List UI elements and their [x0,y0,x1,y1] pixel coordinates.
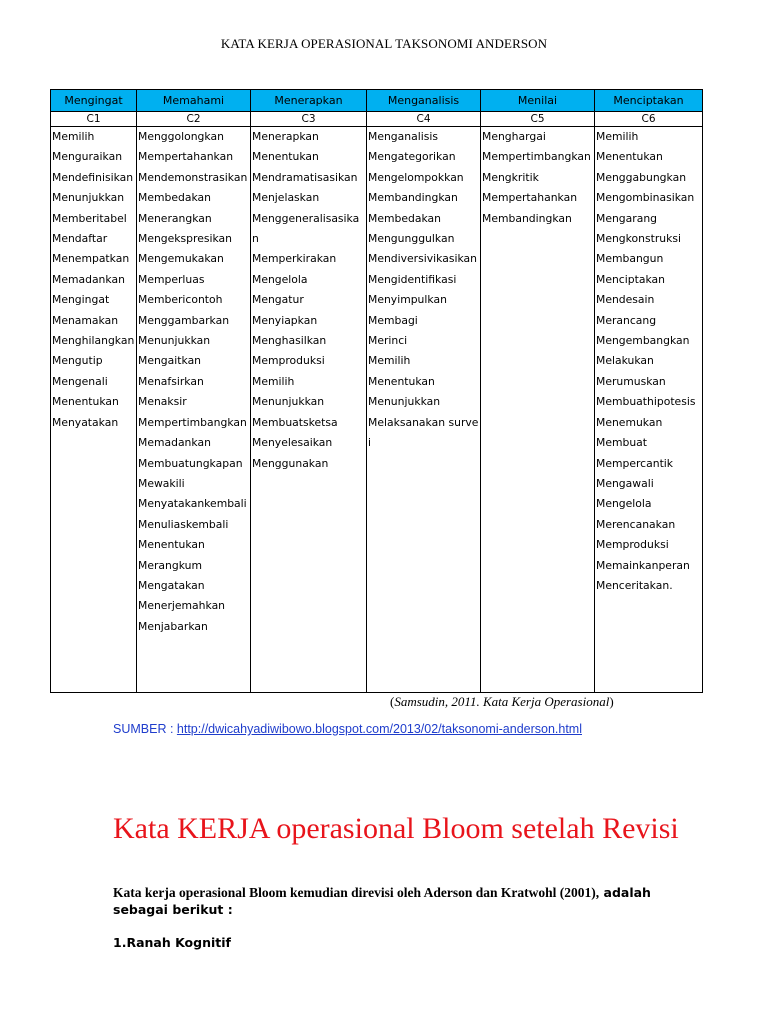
level-code-c1: C1 [51,112,137,127]
verb-item: Menghasilkan [252,334,327,348]
verb-item: Mempertimbangkan [482,150,591,164]
verb-item: Menjabarkan [138,619,208,633]
level-code-c5: C5 [481,112,595,127]
headline: Kata KERJA operasional Bloom setelah Revisi [113,812,679,845]
verb-item: Mengembangkan [596,334,690,348]
header-row [51,90,703,112]
verb-item: Menamakan [52,313,119,327]
level-code-c3: C3 [251,112,367,127]
verb-item: Menghilangkan [52,334,135,348]
intro-text-part1: Kata kerja operasional Bloom kemudian direvisi oleh Aderson dan Kratwohl (2001), [113,885,600,900]
verb-item: Membericontoh [138,293,223,307]
verb-item: Memberitabel [52,211,127,225]
verb-item: Mengaitkan [138,354,202,368]
word-list-c5 [481,127,595,693]
column-header-c1: Mengingat [51,90,137,112]
verb-item: Mendramatisasikan [252,170,358,184]
verb-item: Membagi [368,313,418,327]
verb-item: Mengategorikan [368,150,456,164]
word-list-c6 [595,127,703,693]
source-line [113,722,582,736]
verb-item: Menentukan [252,150,319,164]
source-label: SUMBER : [113,722,177,736]
verb-item: Mengelola [596,497,652,511]
verb-item: Menyatakankembali [138,497,247,511]
column-header-c6: Menciptakan [595,90,703,112]
word-list-c3 [251,127,367,693]
verb-item: Membedakan [368,211,441,225]
verb-item: Mengarang [596,211,658,225]
intro-paragraph [113,884,673,918]
verb-item: Menempatkan [52,252,130,266]
verb-item: Menggambarkan [138,313,230,327]
verb-item: Menyatakan [52,415,119,429]
verb-item: Menggunakan [252,456,329,470]
verb-item: Mendaftar [52,232,108,246]
verb-item: Memadankan [52,272,125,286]
verb-item: Mengkonstruksi [596,232,681,246]
verb-item: Menceritakan. [596,578,673,592]
verb-item: Mengutip [52,354,103,368]
verb-item: Membuatsketsa [252,415,338,429]
verb-item: Mengelola [252,272,308,286]
verb-item: Menerangkan [138,211,212,225]
verb-item: Mengemukakan [138,252,224,266]
verb-item: Mengunggulkan [368,232,455,246]
verb-item: Menemukan [596,415,663,429]
intro-text-part2: adalah sebagai berikut : [113,885,651,917]
verb-item: Menjelaskan [252,191,320,205]
verb-item: Menentukan [52,395,119,409]
verb-item: Membuatungkapan [138,456,243,470]
verb-item: Mempercantik [596,456,674,470]
verb-item: Menuliaskembali [138,517,229,531]
verb-item: Memilih [52,130,95,143]
verb-item: Mempertimbangkan [138,415,247,429]
verb-item: Menyimpulkan [368,293,447,307]
verb-item: Membedakan [138,191,211,205]
source-link[interactable]: http://dwicahyadiwibowo.blogspot.com/2013/02/taksonomi-anderson.html [176,722,582,736]
verb-item: Menghargai [482,130,546,143]
verb-item: Melakukan [596,354,654,368]
verb-item: Merencanakan [596,517,676,531]
verb-item: Melaksanakan survei [368,415,479,450]
verb-item: Menentukan [368,374,435,388]
verb-item: Membuat [596,436,648,450]
verb-item: Membandingkan [482,211,572,225]
level-code-c2: C2 [137,112,251,127]
verb-item: Menentukan [138,538,205,552]
section-subheading: 1.Ranah Kognitif [113,935,231,950]
verb-item: Merumuskan [596,374,666,388]
verb-item: Menaksir [138,395,187,409]
verb-item: Merangkum [138,558,202,572]
verb-item: Mewakili [138,476,185,490]
word-list-c1 [51,127,137,693]
verb-item: Memperkirakan [252,252,337,266]
verb-item: Menganalisis [368,130,438,143]
verb-item: Mengidentifikasi [368,272,457,286]
verb-item: Menentukan [596,150,663,164]
verb-item: Menunjukkan [252,395,325,409]
verb-item: Menunjukkan [52,191,125,205]
verb-item: Menyelesaikan [252,436,333,450]
verb-item: Membangun [596,252,664,266]
verb-item: Memperluas [138,272,205,286]
verb-item: Mendemonstrasikan [138,170,248,184]
word-list-c4 [367,127,481,693]
citation-text: Samsudin, 2011. Kata Kerja Operasional [394,694,610,709]
page-title: KATA KERJA OPERASIONAL TAKSONOMI ANDERSON [220,36,548,51]
verb-item: Menggeneralisasikan [252,211,360,246]
verb-item: Mengombinasikan [596,191,695,205]
column-header-c4: Menganalisis [367,90,481,112]
column-header-c3: Menerapkan [251,90,367,112]
verb-item: Mengatur [252,293,304,307]
verb-item: Memilih [368,354,411,368]
verb-item: Mengekspresikan [138,232,233,246]
level-code-c4: C4 [367,112,481,127]
verb-item: Memilih [252,374,295,388]
citation [390,694,614,710]
verb-item: Mengawali [596,476,654,490]
verb-item: Menyiapkan [252,313,318,327]
verb-item: Merancang [596,313,657,327]
level-code-c6: C6 [595,112,703,127]
verb-item: Menggolongkan [138,130,224,143]
column-header-c2: Memahami [137,90,251,112]
verb-item: Merinci [368,334,408,348]
verb-item: Memadankan [138,436,211,450]
verb-item: Menerjemahkan [138,599,226,613]
verb-item: Menggabungkan [596,170,687,184]
verb-item: Membuathipotesis [596,395,696,409]
verb-item: Mengenali [52,374,108,388]
column-header-c5: Menilai [481,90,595,112]
verb-item: Mendesain [596,293,655,307]
verb-item: Menunjukkan [138,334,211,348]
verb-item: Menerapkan [252,130,319,143]
verb-item: Mempertahankan [138,150,234,164]
verb-item: Membandingkan [368,191,458,205]
verb-item: Menunjukkan [368,395,441,409]
word-list-c2 [137,127,251,693]
verb-item: Mempertahankan [482,191,578,205]
verb-item: Mengatakan [138,578,205,592]
verb-item: Menafsirkan [138,374,204,388]
verb-item: Memproduksi [596,538,669,552]
verb-item: Mengelompokkan [368,170,464,184]
code-row [51,112,703,127]
citation-open: ( [390,694,395,709]
verb-item: Memilih [596,130,639,143]
verb-item: Mengkritik [482,170,539,184]
taxonomy-table [50,89,703,693]
citation-close: ) [609,694,614,709]
words-row [51,127,703,693]
verb-item: Menguraikan [52,150,123,164]
verb-item: Mendefinisikan [52,170,134,184]
verb-item: Memainkanperan [596,558,690,572]
verb-item: Menciptakan [596,272,665,286]
verb-item: Mengingat [52,293,110,307]
verb-item: Memproduksi [252,354,325,368]
verb-item: Mendiversivikasikan [368,252,477,266]
